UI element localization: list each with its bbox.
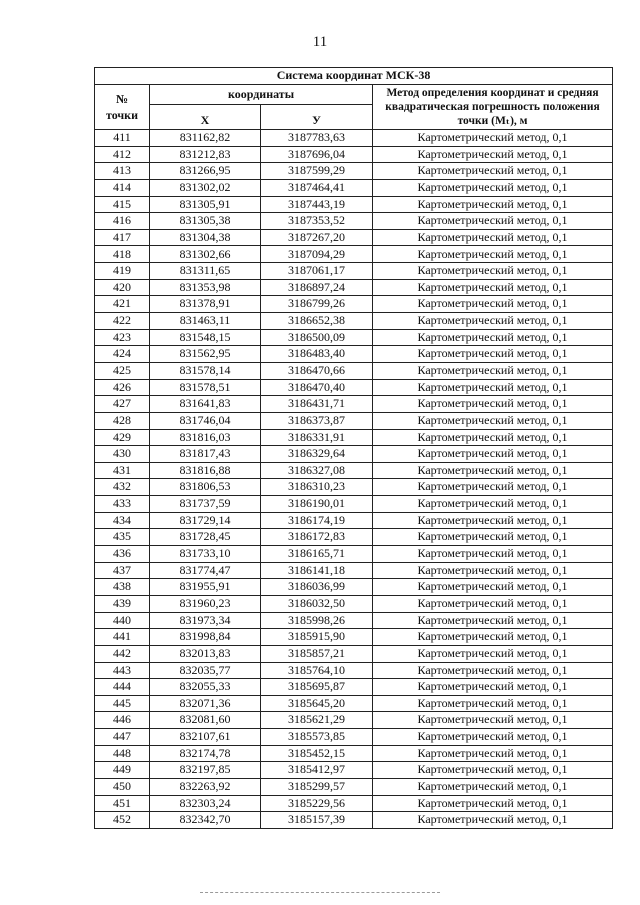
table-row [95,562,613,579]
y-coordinate-cell: 3186174,19 [261,512,373,529]
point-number-cell: 419 [95,263,150,280]
page-number: 11 [312,34,328,50]
table-row [95,762,613,779]
point-number-cell: 442 [95,645,150,662]
method-cell: Картометрический метод, 0,1 [373,163,613,180]
y-coordinate-cell: 3186327,08 [261,462,373,479]
point-number-cell: 424 [95,346,150,363]
x-coordinate-cell: 831728,45 [150,529,261,546]
y-coordinate-cell: 3185998,26 [261,612,373,629]
coordinate-system-title: Система координат МСК-38 [95,68,613,85]
y-coordinate-cell: 3187464,41 [261,179,373,196]
x-coordinate-cell: 831304,38 [150,229,261,246]
method-cell: Картометрический метод, 0,1 [373,812,613,829]
table-row [95,412,613,429]
point-number-header [95,85,150,130]
method-cell: Картометрический метод, 0,1 [373,695,613,712]
x-coordinate-cell: 831641,83 [150,396,261,413]
method-cell: Картометрический метод, 0,1 [373,512,613,529]
x-coordinate-cell: 832071,36 [150,695,261,712]
point-number-cell: 421 [95,296,150,313]
x-coordinate-cell: 831806,53 [150,479,261,496]
x-coordinate-cell: 831816,88 [150,462,261,479]
x-coordinate-cell: 831266,95 [150,163,261,180]
method-cell: Картометрический метод, 0,1 [373,712,613,729]
x-coordinate-cell: 831305,38 [150,213,261,230]
method-cell: Картометрический метод, 0,1 [373,745,613,762]
y-coordinate-cell: 3185621,29 [261,712,373,729]
method-cell: Картометрический метод, 0,1 [373,346,613,363]
method-cell: Картометрический метод, 0,1 [373,562,613,579]
method-cell: Картометрический метод, 0,1 [373,496,613,513]
method-cell: Картометрический метод, 0,1 [373,795,613,812]
method-cell: Картометрический метод, 0,1 [373,446,613,463]
point-number-cell: 445 [95,695,150,712]
table-row [95,679,613,696]
method-cell: Картометрический метод, 0,1 [373,645,613,662]
table-row [95,629,613,646]
point-number-cell: 436 [95,546,150,563]
x-coordinate-cell: 831729,14 [150,512,261,529]
table-row [95,296,613,313]
point-number-cell: 451 [95,795,150,812]
y-coordinate-cell: 3186190,01 [261,496,373,513]
x-header: X [150,105,261,130]
x-coordinate-cell: 832035,77 [150,662,261,679]
y-coordinate-cell: 3185695,87 [261,679,373,696]
y-coordinate-cell: 3185573,85 [261,729,373,746]
method-cell: Картометрический метод, 0,1 [373,362,613,379]
point-number-cell: 439 [95,595,150,612]
x-coordinate-cell: 831463,11 [150,313,261,330]
y-coordinate-cell: 3186799,26 [261,296,373,313]
x-coordinate-cell: 831817,43 [150,446,261,463]
table-row [95,778,613,795]
table-row [95,645,613,662]
y-coordinate-cell: 3185229,56 [261,795,373,812]
point-number-cell: 417 [95,229,150,246]
point-number-cell: 426 [95,379,150,396]
method-cell: Картометрический метод, 0,1 [373,146,613,163]
table-row [95,795,613,812]
method-cell: Картометрический метод, 0,1 [373,329,613,346]
x-coordinate-cell: 832303,24 [150,795,261,812]
point-number-cell: 418 [95,246,150,263]
table-row [95,396,613,413]
table-row [95,313,613,330]
table-row [95,579,613,596]
point-number-cell: 440 [95,612,150,629]
y-coordinate-cell: 3186470,40 [261,379,373,396]
point-number-cell: 434 [95,512,150,529]
table-row [95,745,613,762]
table-row [95,179,613,196]
table-row [95,529,613,546]
x-coordinate-cell: 831774,47 [150,562,261,579]
method-cell: Картометрический метод, 0,1 [373,679,613,696]
method-cell: Картометрический метод, 0,1 [373,579,613,596]
y-coordinate-cell: 3185764,10 [261,662,373,679]
method-cell: Картометрический метод, 0,1 [373,130,613,147]
point-number-header-line2: точки [105,108,139,122]
table-row [95,263,613,280]
y-coordinate-cell: 3186165,71 [261,546,373,563]
method-cell: Картометрический метод, 0,1 [373,778,613,795]
y-coordinate-cell: 3186373,87 [261,412,373,429]
method-cell: Картометрический метод, 0,1 [373,529,613,546]
table-row [95,130,613,147]
y-coordinate-cell: 3186141,18 [261,562,373,579]
point-number-header-line1: № [115,92,129,106]
method-cell: Картометрический метод, 0,1 [373,279,613,296]
y-coordinate-cell: 3185452,15 [261,745,373,762]
method-cell: Картометрический метод, 0,1 [373,229,613,246]
table-row [95,279,613,296]
method-cell: Картометрический метод, 0,1 [373,595,613,612]
method-cell: Картометрический метод, 0,1 [373,612,613,629]
x-coordinate-cell: 832197,85 [150,762,261,779]
point-number-cell: 413 [95,163,150,180]
table-row [95,812,613,829]
footer-divider [200,892,440,893]
table-row [95,695,613,712]
table-row [95,229,613,246]
table-row [95,612,613,629]
y-coordinate-cell: 3186172,83 [261,529,373,546]
table-row [95,246,613,263]
point-number-cell: 420 [95,279,150,296]
point-number-cell: 427 [95,396,150,413]
point-number-cell: 433 [95,496,150,513]
x-coordinate-cell: 831212,83 [150,146,261,163]
point-number-cell: 448 [95,745,150,762]
method-cell: Картометрический метод, 0,1 [373,379,613,396]
x-coordinate-cell: 831998,84 [150,629,261,646]
point-number-cell: 423 [95,329,150,346]
x-coordinate-cell: 831548,15 [150,329,261,346]
x-coordinate-cell: 832174,78 [150,745,261,762]
method-header: Метод определения координат и средняя квадратическая погрешность положения точки (Mₜ), м [373,85,613,130]
point-number-cell: 449 [95,762,150,779]
x-coordinate-cell: 831302,66 [150,246,261,263]
y-coordinate-cell: 3185645,20 [261,695,373,712]
y-header: У [261,105,373,130]
x-coordinate-cell: 832013,83 [150,645,261,662]
table-row [95,662,613,679]
point-number-cell: 412 [95,146,150,163]
point-number-cell: 435 [95,529,150,546]
table-row [95,146,613,163]
method-cell: Картометрический метод, 0,1 [373,213,613,230]
y-coordinate-cell: 3185915,90 [261,629,373,646]
method-cell: Картометрический метод, 0,1 [373,546,613,563]
y-coordinate-cell: 3186310,23 [261,479,373,496]
table-row [95,163,613,180]
point-number-cell: 443 [95,662,150,679]
coordinates-header: координаты [150,85,373,105]
x-coordinate-cell: 831302,02 [150,179,261,196]
point-number-cell: 432 [95,479,150,496]
point-number-cell: 415 [95,196,150,213]
table-row [95,446,613,463]
coordinates-table [94,67,613,829]
x-coordinate-cell: 831816,03 [150,429,261,446]
y-coordinate-cell: 3185857,21 [261,645,373,662]
method-cell: Картометрический метод, 0,1 [373,296,613,313]
x-coordinate-cell: 831955,91 [150,579,261,596]
table-row [95,595,613,612]
method-cell: Картометрический метод, 0,1 [373,462,613,479]
x-coordinate-cell: 832081,60 [150,712,261,729]
point-number-cell: 431 [95,462,150,479]
y-coordinate-cell: 3186500,09 [261,329,373,346]
y-coordinate-cell: 3187094,29 [261,246,373,263]
x-coordinate-cell: 831746,04 [150,412,261,429]
table-body [95,130,613,829]
point-number-cell: 411 [95,130,150,147]
x-coordinate-cell: 832055,33 [150,679,261,696]
table-row [95,329,613,346]
table-row [95,729,613,746]
y-coordinate-cell: 3186652,38 [261,313,373,330]
y-coordinate-cell: 3187599,29 [261,163,373,180]
table-row [95,379,613,396]
y-coordinate-cell: 3186331,91 [261,429,373,446]
x-coordinate-cell: 831562,95 [150,346,261,363]
x-coordinate-cell: 831378,91 [150,296,261,313]
method-cell: Картометрический метод, 0,1 [373,429,613,446]
y-coordinate-cell: 3186329,64 [261,446,373,463]
x-coordinate-cell: 831973,34 [150,612,261,629]
x-coordinate-cell: 832342,70 [150,812,261,829]
method-cell: Картометрический метод, 0,1 [373,762,613,779]
y-coordinate-cell: 3187061,17 [261,263,373,280]
method-cell: Картометрический метод, 0,1 [373,729,613,746]
x-coordinate-cell: 831960,23 [150,595,261,612]
y-coordinate-cell: 3187267,20 [261,229,373,246]
table-row [95,512,613,529]
x-coordinate-cell: 831578,14 [150,362,261,379]
x-coordinate-cell: 831733,10 [150,546,261,563]
y-coordinate-cell: 3186036,99 [261,579,373,596]
x-coordinate-cell: 832263,92 [150,778,261,795]
x-coordinate-cell: 831162,82 [150,130,261,147]
method-cell: Картометрический метод, 0,1 [373,246,613,263]
table-row [95,362,613,379]
table-row [95,479,613,496]
y-coordinate-cell: 3187443,19 [261,196,373,213]
point-number-cell: 446 [95,712,150,729]
point-number-cell: 414 [95,179,150,196]
y-coordinate-cell: 3186897,24 [261,279,373,296]
point-number-cell: 452 [95,812,150,829]
table-row [95,213,613,230]
point-number-cell: 441 [95,629,150,646]
method-cell: Картометрический метод, 0,1 [373,412,613,429]
point-number-cell: 437 [95,562,150,579]
point-number-cell: 416 [95,213,150,230]
y-coordinate-cell: 3186470,66 [261,362,373,379]
y-coordinate-cell: 3187353,52 [261,213,373,230]
x-coordinate-cell: 831578,51 [150,379,261,396]
method-cell: Картометрический метод, 0,1 [373,196,613,213]
point-number-cell: 444 [95,679,150,696]
table-row [95,196,613,213]
method-cell: Картометрический метод, 0,1 [373,313,613,330]
point-number-cell: 429 [95,429,150,446]
point-number-cell: 422 [95,313,150,330]
method-cell: Картометрический метод, 0,1 [373,263,613,280]
point-number-cell: 428 [95,412,150,429]
method-cell: Картометрический метод, 0,1 [373,629,613,646]
method-cell: Картометрический метод, 0,1 [373,396,613,413]
table-row [95,462,613,479]
method-cell: Картометрический метод, 0,1 [373,179,613,196]
y-coordinate-cell: 3186032,50 [261,595,373,612]
x-coordinate-cell: 831305,91 [150,196,261,213]
x-coordinate-cell: 832107,61 [150,729,261,746]
table-row [95,429,613,446]
point-number-cell: 450 [95,778,150,795]
table-row [95,712,613,729]
x-coordinate-cell: 831311,65 [150,263,261,280]
x-coordinate-cell: 831353,98 [150,279,261,296]
x-coordinate-cell: 831737,59 [150,496,261,513]
method-cell: Картометрический метод, 0,1 [373,662,613,679]
point-number-cell: 430 [95,446,150,463]
point-number-cell: 438 [95,579,150,596]
y-coordinate-cell: 3186483,40 [261,346,373,363]
y-coordinate-cell: 3185412,97 [261,762,373,779]
y-coordinate-cell: 3187696,04 [261,146,373,163]
table-row [95,546,613,563]
y-coordinate-cell: 3185157,39 [261,812,373,829]
table-row [95,346,613,363]
y-coordinate-cell: 3187783,63 [261,130,373,147]
y-coordinate-cell: 3186431,71 [261,396,373,413]
point-number-cell: 425 [95,362,150,379]
point-number-cell: 447 [95,729,150,746]
table-row [95,496,613,513]
y-coordinate-cell: 3185299,57 [261,778,373,795]
method-cell: Картометрический метод, 0,1 [373,479,613,496]
